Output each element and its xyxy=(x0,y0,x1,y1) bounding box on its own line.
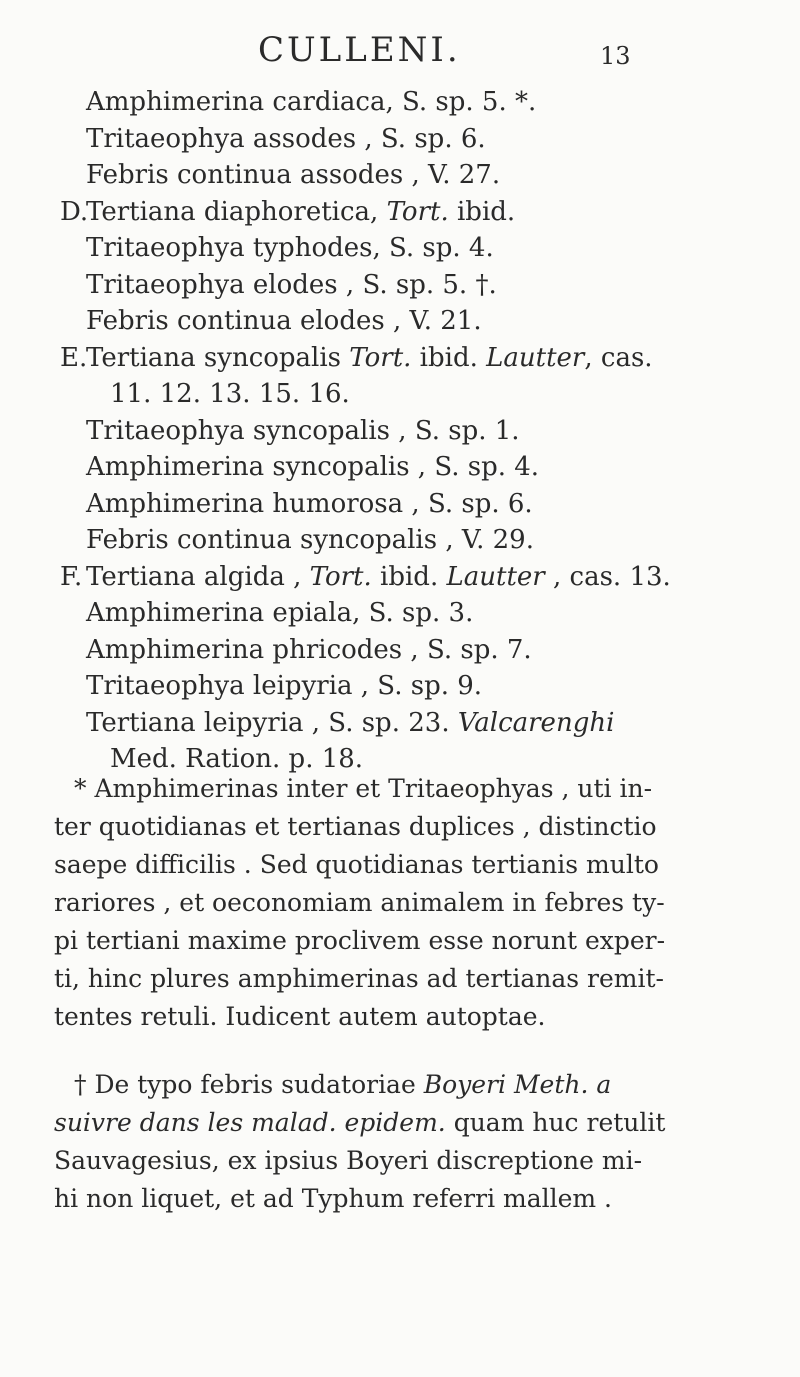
page-number: 13 xyxy=(600,42,631,70)
list-item: Tritaeophya leipyria , S. sp. 9. xyxy=(86,671,483,701)
footnote-line: saepe difficilis . Sed quotidianas tertianis multo xyxy=(54,850,659,879)
list-item: Febris continua elodes , V. 21. xyxy=(86,306,482,336)
list-item: Amphimerina phricodes , S. sp. 7. xyxy=(86,634,532,665)
footnote-dagger-line: hi non liquet, et ad Typhum referri mallem . xyxy=(54,1184,613,1213)
list-item: Tritaeophya typhodes, S. sp. 4. xyxy=(86,233,494,263)
synonym-list xyxy=(0,84,800,778)
list-item: Amphimerina humorosa , S. sp. 6. xyxy=(86,488,533,519)
section-marker: E. xyxy=(60,342,88,373)
list-item: Tertiana leipyria , S. sp. 23. Valcarenghi xyxy=(86,707,615,738)
list-item-section-d: D. Tertiana diaphoretica, Tort. ibid. xyxy=(0,194,800,231)
list-item-section-f: F. Tertiana algida , Tort. ibid. Lautter , cas. 13. xyxy=(0,559,800,596)
list-item: Febris continua syncopalis , V. 29. xyxy=(86,525,534,555)
footnotes xyxy=(0,770,800,1218)
running-title: CULLENI. xyxy=(258,30,461,70)
section-marker: D. xyxy=(60,196,89,227)
footnote-separator xyxy=(0,1036,800,1066)
footnote-line: rariores , et oeconomiam animalem in febres ty- xyxy=(54,888,665,917)
footnote-line: * Amphimerinas inter et Tritaeophyas , uti in- xyxy=(74,774,653,803)
footnote-line: ti, hinc plures amphimerinas ad tertianas remit- xyxy=(54,964,664,993)
list-item-continuation: Med. Ration. p. 18. xyxy=(110,744,364,774)
footnote-dagger-line: Sauvagesius, ex ipsius Boyeri discreptione mi- xyxy=(54,1146,643,1175)
list-item: Tritaeophya syncopalis , S. sp. 1. xyxy=(86,415,520,446)
list-item: Amphimerina syncopalis , S. sp. 4. xyxy=(86,452,540,482)
list-item-continuation: 11. 12. 13. 15. 16. xyxy=(110,379,350,409)
list-item-section-e: E. Tertiana syncopalis Tort. ibid. Lautter, cas. xyxy=(0,340,800,377)
list-item: Tritaeophya elodes , S. sp. 5. †. xyxy=(86,269,497,300)
list-item: Febris continua assodes , V. 27. xyxy=(86,160,501,190)
section-marker: F. xyxy=(60,561,83,592)
footnote-dagger-line: † De typo febris sudatoriae Boyeri Meth. a xyxy=(74,1070,612,1099)
footnote-dagger-line: suivre dans les malad. epidem. quam huc retulit xyxy=(54,1108,666,1137)
running-head xyxy=(0,30,800,70)
footnote-line: tentes retuli. Iudicent autem autoptae. xyxy=(54,1002,546,1031)
list-item: Tritaeophya assodes , S. sp. 6. xyxy=(86,123,486,154)
list-item: Amphimerina cardiaca, S. sp. 5. *. xyxy=(86,87,537,117)
list-item: Amphimerina epiala, S. sp. 3. xyxy=(86,598,474,628)
footnote-line: pi tertiani maxime proclivem esse norunt exper- xyxy=(54,926,666,955)
footnote-line: ter quotidianas et tertianas duplices , distinctio xyxy=(54,812,657,841)
